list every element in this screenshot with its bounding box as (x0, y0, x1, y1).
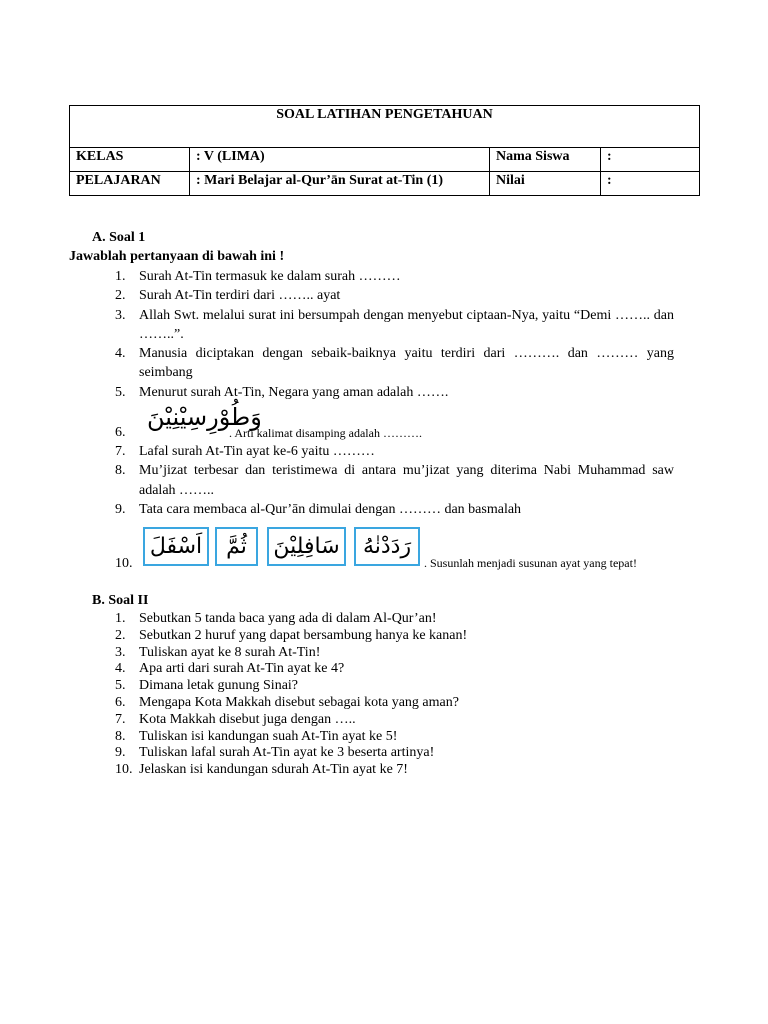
item-number: 8. (115, 463, 126, 479)
item-number: 3. (115, 307, 126, 323)
list-item (115, 762, 674, 779)
item-number: 1. (115, 611, 126, 626)
list-item (115, 661, 674, 678)
kelas-label: KELAS (70, 148, 190, 172)
item-number: 5. (115, 384, 126, 400)
item-number: 2. (115, 627, 126, 643)
section-a-heading: A. Soal 1 (92, 230, 146, 245)
list-item (115, 728, 674, 746)
item-number: 7. (115, 444, 126, 460)
question-text: Menurut surah At-Tin, Negara yang aman adalah ……. (139, 384, 449, 400)
list-item (115, 678, 674, 695)
question-text: Tuliskan isi kandungan suah At-Tin ayat ke 5! (139, 728, 398, 744)
list-item (115, 694, 674, 712)
item-number: 3. (115, 644, 126, 660)
pelajaran-value: : Mari Belajar al-Qur’ān Surat at-Tin (1) (190, 172, 490, 196)
question-text: . Arti kalimat disamping adalah ………. (229, 426, 422, 441)
question-text: Sebutkan 2 huruf yang dapat bersambung hanya ke kanan! (139, 627, 468, 643)
question-text: Sebutkan 5 tanda baca yang ada di dalam Al-Qur’an! (139, 611, 437, 626)
question-text: Tuliskan lafal surah At-Tin ayat ke 3 beserta artinya! (139, 745, 435, 761)
worksheet-title: SOAL LATIHAN PENGETAHUAN (70, 106, 700, 148)
list-item (115, 383, 674, 402)
item-number: 4. (115, 346, 126, 362)
section-b-heading: B. Soal II (92, 593, 149, 608)
list-item (115, 267, 674, 286)
pelajaran-label: PELAJARAN (70, 172, 190, 196)
question-text: Kota Makkah disebut juga dengan ….. (139, 711, 356, 727)
list-item (115, 344, 674, 383)
question-text: Mengapa Kota Makkah disebut sebagai kota yang aman? (139, 694, 459, 710)
nama-siswa-label: Nama Siswa (490, 148, 601, 172)
list-item (115, 402, 674, 442)
question-text: Apa arti dari surah At-Tin ayat ke 4? (139, 661, 345, 677)
item-number: 2. (115, 288, 126, 304)
kelas-value: : V (LIMA) (190, 148, 490, 172)
question-text: Tata cara membaca al-Qur’ān dimulai dengan ……… dan basmalah (139, 501, 522, 517)
list-item (115, 500, 674, 519)
item-number: 1. (115, 269, 126, 284)
question-text: Tuliskan ayat ke 8 surah At-Tin! (139, 644, 321, 660)
list-item (115, 745, 674, 762)
arabic-word-box: رَدَدْنٰهُ (354, 527, 420, 566)
question-text: Surah At-Tin terdiri dari …….. ayat (139, 288, 341, 304)
item-number: 4. (115, 661, 126, 677)
arabic-word-box: اَسْفَلَ (143, 527, 209, 566)
question-text: . Susunlah menjadi susunan ayat yang tepat! (424, 556, 637, 570)
nilai-label: Nilai (490, 172, 601, 196)
item-number: 9. (115, 501, 126, 517)
list-item (115, 711, 674, 729)
list-item (115, 644, 674, 662)
section-a-instruction: Jawablah pertanyaan di bawah ini ! (69, 249, 285, 264)
item-number: 10. (115, 556, 133, 571)
item-number: 7. (115, 711, 126, 727)
list-item (115, 611, 674, 628)
list-item (115, 306, 674, 345)
arabic-word-box: ثُمَّ (215, 527, 258, 566)
question-text: Dimana letak gunung Sinai? (139, 678, 299, 694)
list-item (115, 627, 674, 645)
item-number: 8. (115, 728, 126, 744)
item-number: 10. (115, 762, 133, 778)
question-text: Mu’jizat terbesar dan teristimewa di antara mu’jizat yang diterima Nabi Muhammad saw adalah …….. (139, 463, 674, 498)
question-text: Surah At-Tin termasuk ke dalam surah ……… (139, 269, 401, 284)
question-text: Lafal surah At-Tin ayat ke-6 yaitu ……… (139, 444, 375, 460)
header-table (69, 105, 700, 196)
arabic-word-box: سَافِلِيْنَ (267, 527, 346, 566)
item-number: 6. (115, 694, 126, 710)
arabic-phrase: وَطُوْرِسِيْنِيْنَ (147, 403, 262, 432)
item-number: 5. (115, 678, 126, 694)
list-item (115, 286, 674, 305)
item-number: 9. (115, 745, 126, 761)
nilai-field[interactable]: : (601, 172, 700, 196)
question-text: Manusia diciptakan dengan sebaik-baiknya yaitu terdiri dari ………. dan ……… yang seimbang (139, 346, 674, 381)
section-b-list (115, 611, 674, 779)
question-text: Allah Swt. melalui surat ini bersumpah dengan menyebut ciptaan-Nya, yaitu “Demi …….. dan ……..”. (139, 307, 674, 342)
list-item (115, 442, 674, 461)
nama-siswa-field[interactable]: : (601, 148, 700, 172)
section-a-list (115, 267, 674, 519)
list-item (115, 461, 674, 500)
item-number: 6. (115, 425, 126, 441)
question-text: Jelaskan isi kandungan sdurah At-Tin ayat ke 7! (139, 762, 408, 778)
